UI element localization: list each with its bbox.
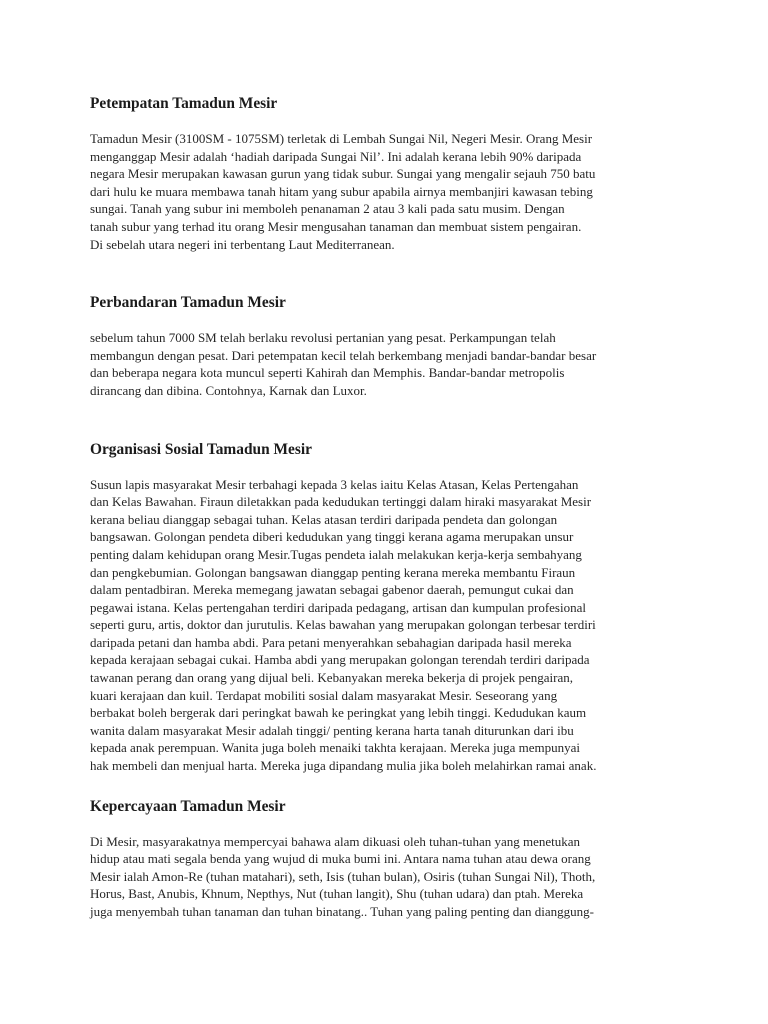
section-heading: Kepercayaan Tamadun Mesir [90,797,286,815]
section-perbandaran [90,293,682,399]
paragraph-line: dan pengkebumian. Golongan bangsawan dianggap penting kerana mereka membantu Firaun [90,564,576,580]
paragraph-line: Tamadun Mesir (3100SM - 1075SM) terletak di Lembah Sungai Nil, Negeri Mesir. Orang Mesir [90,131,593,146]
paragraph-line: berbakat boleh bergerak dari peringkat bawah ke peringkat yang lebih tinggi. Kedudukan kaum [90,705,587,721]
section-petempatan [90,94,682,253]
section-heading: Perbandaran Tamadun Mesir [90,294,286,312]
section-paragraph [90,130,682,253]
paragraph-line: dirancang dan dibina. Contohnya, Karnak dan Luxor. [90,382,367,398]
paragraph-line: dari hulu ke muara membawa tanah hitam yang subur apabila airnya membanjiri kawasan tebing [90,183,593,199]
paragraph-line: negara Mesir merupakan kawasan gurun yang tidak subur. Sungai yang mengalir sejauh 750 batu [90,166,596,182]
section-paragraph [90,329,682,399]
paragraph-line: bangsawan. Golongan pendeta diberi kedudukan yang tinggi kerana agama merupakan unsur [90,529,574,545]
section-kepercayaan [90,797,682,921]
paragraph-line: Horus, Bast, Anubis, Khnum, Nepthys, Nut (tuhan langit), Shu (tuhan udara) dan ptah. Mereka [90,886,584,902]
paragraph-line: dalam pentadbiran. Mereka memegang jawatan sebagai gabenor daerah, pemungut cukai dan [90,582,574,598]
paragraph-line: daripada petani dan hamba abdi. Para petani menyerahkan sebahagian daripada hasil mereka [90,634,572,650]
document-content [90,94,682,921]
paragraph-line: hidup atau mati segala benda yang wujud di muka bumi ini. Antara nama tuhan atau dewa orang [90,851,591,867]
section-paragraph [90,476,682,775]
paragraph-line: seperti guru, artis, doktor dan jurutulis. Kelas bawahan yang merupakan golongan terbesar terdiri [90,617,596,633]
paragraph-line: sebelum tahun 7000 SM telah berlaku revolusi pertanian yang pesat. Perkampungan telah [90,330,556,346]
paragraph-line: kepada anak perempuan. Wanita juga boleh menaiki takhta kerajaan. Mereka juga mempunyai [90,740,580,756]
paragraph-line: Di Mesir, masyarakatnya mempercyai bahawa alam dikuasi oleh tuhan-tuhan yang menetukan [90,833,581,849]
paragraph-line: dan Kelas Bawahan. Firaun diletakkan pada kedudukan tertinggi dalam hiraki masyarakat Mesir [90,494,592,510]
paragraph-line: pegawai istana. Kelas pertengahan terdiri daripada pedagang, artisan dan kumpulan profesional [90,599,586,615]
paragraph-line: wanita dalam masyarakat Mesir adalah tinggi/ penting kerana harta tanah diturunkan dari ibu [90,722,574,738]
paragraph-line: menganggap Mesir adalah ‘hadiah daripada Sungai Nil’. Ini adalah kerana lebih 90% daripada [90,148,582,164]
paragraph-line: tawanan perang dan orang yang dijual beli. Kebanyakan mereka bekerja di projek pengairan, [90,670,573,686]
section-heading: Organisasi Sosial Tamadun Mesir [90,440,312,458]
paragraph-line: juga menyembah tuhan tanaman dan tuhan binatang.. Tuhan yang paling penting dan dianggung- [90,904,595,919]
section-paragraph [90,833,682,921]
paragraph-line: penting dalam kehidupan orang Mesir.Tugas pendeta ialah melakukan kerja-kerja sembahyang [90,546,582,562]
paragraph-line: kepada kerajaan sebagai cukai. Hamba abdi yang merupakan golongan terendah terdiri daripada [90,652,590,668]
section-organisasi-sosial [90,440,682,775]
paragraph-line: Mesir ialah Amon-Re (tuhan matahari), seth, Isis (tuhan bulan), Osiris (tuhan Sungai Nil), Thoth, [90,868,596,884]
paragraph-line: membangun dengan pesat. Dari petempatan kecil telah berkembang menjadi bandar-bandar besar [90,347,597,363]
paragraph-line: kuari kerajaan dan kuil. Terdapat mobiliti sosial dalam masyarakat Mesir. Seseorang yang [90,687,558,703]
paragraph-line: kerana beliau dianggap sebagai tuhan. Kelas atasan terdiri daripada pendeta dan golongan [90,511,558,527]
paragraph-line: sungai. Tanah yang subur ini memboleh penanaman 2 atau 3 kali pada satu musim. Dengan [90,201,565,217]
paragraph-line: dan beberapa negara kota muncul seperti Kahirah dan Memphis. Bandar-bandar metropolis [90,365,565,381]
paragraph-line: Susun lapis masyarakat Mesir terbahagi kepada 3 kelas iaitu Kelas Atasan, Kelas Pertengahan [90,476,579,492]
section-heading: Petempatan Tamadun Mesir [90,95,278,112]
paragraph-line: hak membeli dan menjual harta. Mereka juga dipandang mulia jika boleh melahirkan ramai anak. [90,758,597,774]
paragraph-line: tanah subur yang terhad itu orang Mesir mengusahan tanaman dan membuat sistem pengairan. [90,218,582,234]
paragraph-line: Di sebelah utara negeri ini terbentang Laut Mediterranean. [90,236,395,252]
